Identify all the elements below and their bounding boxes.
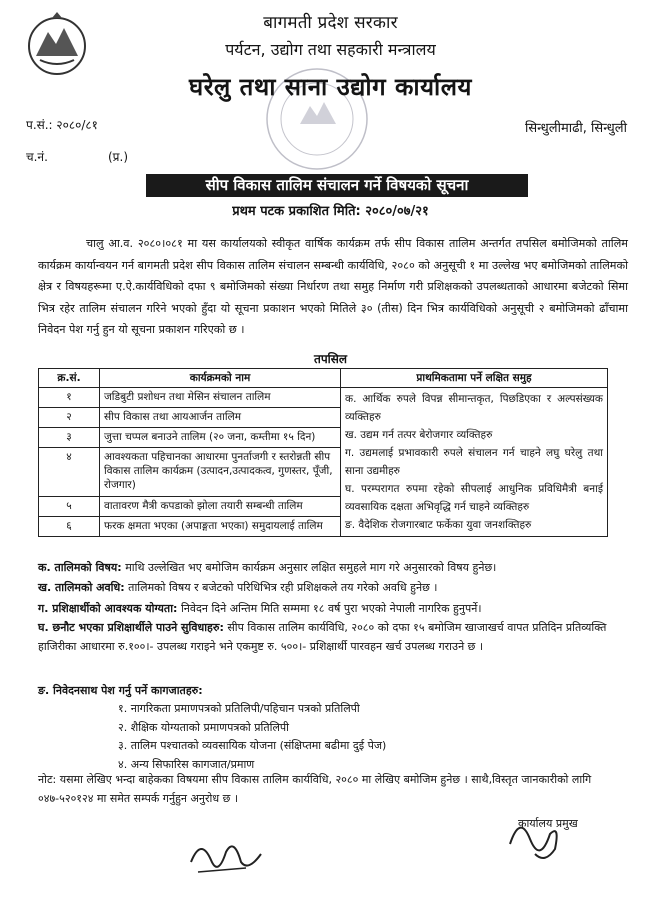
chief-signature-icon bbox=[500, 804, 580, 874]
target-group-item: घ. परम्परागत रुपमा रहेको सीपलाई आधुनिक प्रविधिमैत्री बनाई व्यवसायिक दक्षता अभिवृद्धि गर्न चाहने व्यक्तिहरु bbox=[345, 483, 603, 513]
target-group-item: ग. उद्यमलाई प्रभावकारी रुपले संचालन गर्न चाहने लघु घरेलु तथा साना उद्यमीहरु bbox=[345, 447, 603, 477]
govt-title: बागमती प्रदेश सरकार bbox=[263, 13, 398, 33]
intro-paragraph: चालु आ.व. २०८०।०८१ मा यस कार्यालयको स्वीकृत वार्षिक कार्यक्रम तर्फ सीप विकास तालिम अन्तर्गत तपसिल बमोजिमको तालिम कार्यक्रम कार्यान्वयन गर्न बागमती प्रदेश सीप विकास तालिम संचालन सम्बन्धी कार्यविधि, २०८० को अनुसूची १ मा उल्लेख भए बमोजिमको तालिमको क्षेत्र र विषयहरूमा ए.ऐ.कार्यविधिको दफा ९ बमोजिमको संख्या निर्धारण तथा समुह निर्माण गरी प्रशिक्षकको उपलब्धताको आधारमा बजेटको सिमा भित्र रहेर तालिम संचालन गरिने भएको हुँदा यो सूचना प्रकाशन भएको मितिले ३० (तीस) दिन भित्र कार्यविधिको अनुसूची २ बमोजिमको ढाँचामा निवेदन पेश गर्नु हुन यो सूचना प्रकाशन गरिएको छ । bbox=[38, 237, 628, 336]
target-group-cell bbox=[341, 388, 608, 537]
trainee-facilities: घ. छनौट भएका प्रशिक्षार्थीले पाउने सुविधाहरु: सीप विकास तालिम कार्यविधि, २०८० को दफा १५ बमोजिम खाजाखर्च वापत प्रतिदिन प्रतिव्यक्ति हाजिरीका आधारमा रु.१००।- उपलब्ध गराइने भने एकमुष्ट रु. ५००।- प्रशिक्षार्थी पारवहन खर्च उपलब्ध गराउने छ । bbox=[38, 621, 607, 653]
target-group-item: ख. उद्यम गर्न तत्पर बेरोजगार व्यक्तिहरु bbox=[345, 429, 493, 441]
notice-banner: सीप विकास तालिम संचालन गर्ने विषयको सूचना bbox=[146, 174, 528, 197]
note-paragraph: नोट: यसमा लेखिए भन्दा बाहेकका विषयमा सीप विकास तालिम कार्यविधि, २०८० मा लेखिए बमोजिम हुनेछ । साथै,विस्तृत जानकारीको लागि ०४७-५२०१२४ मा समेत सम्पर्क गर्नुहुन अनुरोध छ । bbox=[38, 773, 592, 805]
col-program-name: कार्यक्रमको नाम bbox=[100, 369, 341, 388]
col-sn: क्र.सं. bbox=[39, 369, 100, 388]
handwritten-signature-icon bbox=[186, 832, 266, 882]
col-target-group: प्राथमिकतामा पर्ने लक्षित समुह bbox=[341, 369, 608, 388]
table-row: ३ जुत्ता चप्पल बनाउने तालिम (२० जना, कम्तीमा १५ दिन) bbox=[39, 427, 608, 447]
documents-list bbox=[118, 700, 386, 774]
reference-number: प.सं.: २०८०/८१ bbox=[26, 118, 98, 132]
table-row: ६ फरक क्षमता भएका (अपाङ्गता भएका) समुदायलाई तालिम bbox=[39, 517, 608, 537]
chalani-label: च.नं. bbox=[26, 150, 48, 164]
list-item: ३. तालिम पश्चातको व्यवसायिक योजना (संक्षिप्तमा बढीमा दुई पेज) bbox=[118, 739, 387, 752]
list-item: १. नागरिकता प्रमाणपत्रको प्रतिलिपी/पहिचान पत्रको प्रतिलिपी bbox=[118, 702, 360, 715]
list-item: २. शैक्षिक योग्यताको प्रमाणपत्रको प्रतिलिपी bbox=[118, 720, 290, 734]
published-date: प्रथम पटक प्रकाशित मिति: २०८०/०७/२१ bbox=[232, 204, 429, 219]
table-row: ४ आवश्यकता पहिचानका आधारमा पुनर्ताजगी र स्तरोन्नती सीप विकास तालिम कार्यक्रम (उत्पादन,उत्पादकत्व, गुणस्तर, पूँजी, रोजगार) bbox=[39, 447, 608, 496]
ministry-title: पर्यटन, उद्योग तथा सहकारी मन्त्रालय bbox=[225, 40, 436, 59]
chalani-value: (प्र.) bbox=[108, 150, 129, 164]
training-duration: ख. तालिमको अवधि: तालिमको विषय र बजेटको परिधिभित्र रही प्रशिक्षकले तय गरेको अवधि हुनेछ । bbox=[38, 581, 438, 594]
target-group-item: क. आर्थिक रुपले विपन्न सीमान्तकृत, पिछडिएका र अल्पसंख्यक व्यक्तिहरु bbox=[345, 393, 603, 423]
schedule-heading: तपसिल bbox=[313, 352, 347, 366]
required-documents-heading: ङ. निवेदनसाथ पेश गर्नु पर्ने कागजातहरु: bbox=[38, 684, 203, 697]
trainee-qualification: ग. प्रशिक्षार्थीको आवश्यक योग्यता: निवेदन दिने अन्तिम मिति सम्ममा १८ वर्ष पुरा भएको नेपाली नागरिक हुनुपर्ने। bbox=[38, 602, 482, 615]
office-location: सिन्धुलीमाढी, सिन्धुली bbox=[525, 121, 627, 136]
training-subject: क. तालिमको विषय: माथि उल्लेखित भए बमोजिम कार्यक्रम अनुसार लक्षित समुहले माग गरे अनुसारको विषय हुनेछ। bbox=[38, 561, 497, 574]
target-group-item: ङ. वैदेशिक रोजगारबाट फर्केका युवा जनशक्तिहरु bbox=[345, 519, 532, 531]
table-row: १ जडिबुटी प्रशोधन तथा मेसिन संचालन तालिम क. आर्थिक रुपले विपन्न सीमान्तकृत, पिछडिएका र अल्पसंख्यक व्यक्तिहरु ख. उद्यम गर्न तत्पर बेरोजगार व्यक्तिहरु ग. उद्यमलाई प्रभावकारी रुपले संचालन गर्न चाहने लघु घरेलु तथा साना उद्यमीहरु घ. परम्परागत रुपमा रहेको सीपलाई आधुनिक प्रविधिमैत्री बनाई व्यवसायिक दक्षता अभिवृद्धि गर्न चाहने व्यक्तिहरु ङ. वैदेशिक रोजगारबाट फर्केका युवा जनशक्तिहरु bbox=[39, 388, 608, 408]
table-row: ५ वातावरण मैत्री कपडाको झोला तयारी सम्बन्धी तालिम bbox=[39, 497, 608, 517]
list-item: ४. अन्य सिफारिस कागजात/प्रमाण bbox=[118, 757, 255, 771]
table-row: २ सीप विकास तथा आयआर्जन तालिम bbox=[39, 407, 608, 427]
office-chief-label: कार्यालय प्रमुख bbox=[518, 817, 578, 830]
office-title: घरेलु तथा साना उद्योग कार्यालय bbox=[189, 73, 472, 101]
program-table bbox=[38, 368, 608, 537]
